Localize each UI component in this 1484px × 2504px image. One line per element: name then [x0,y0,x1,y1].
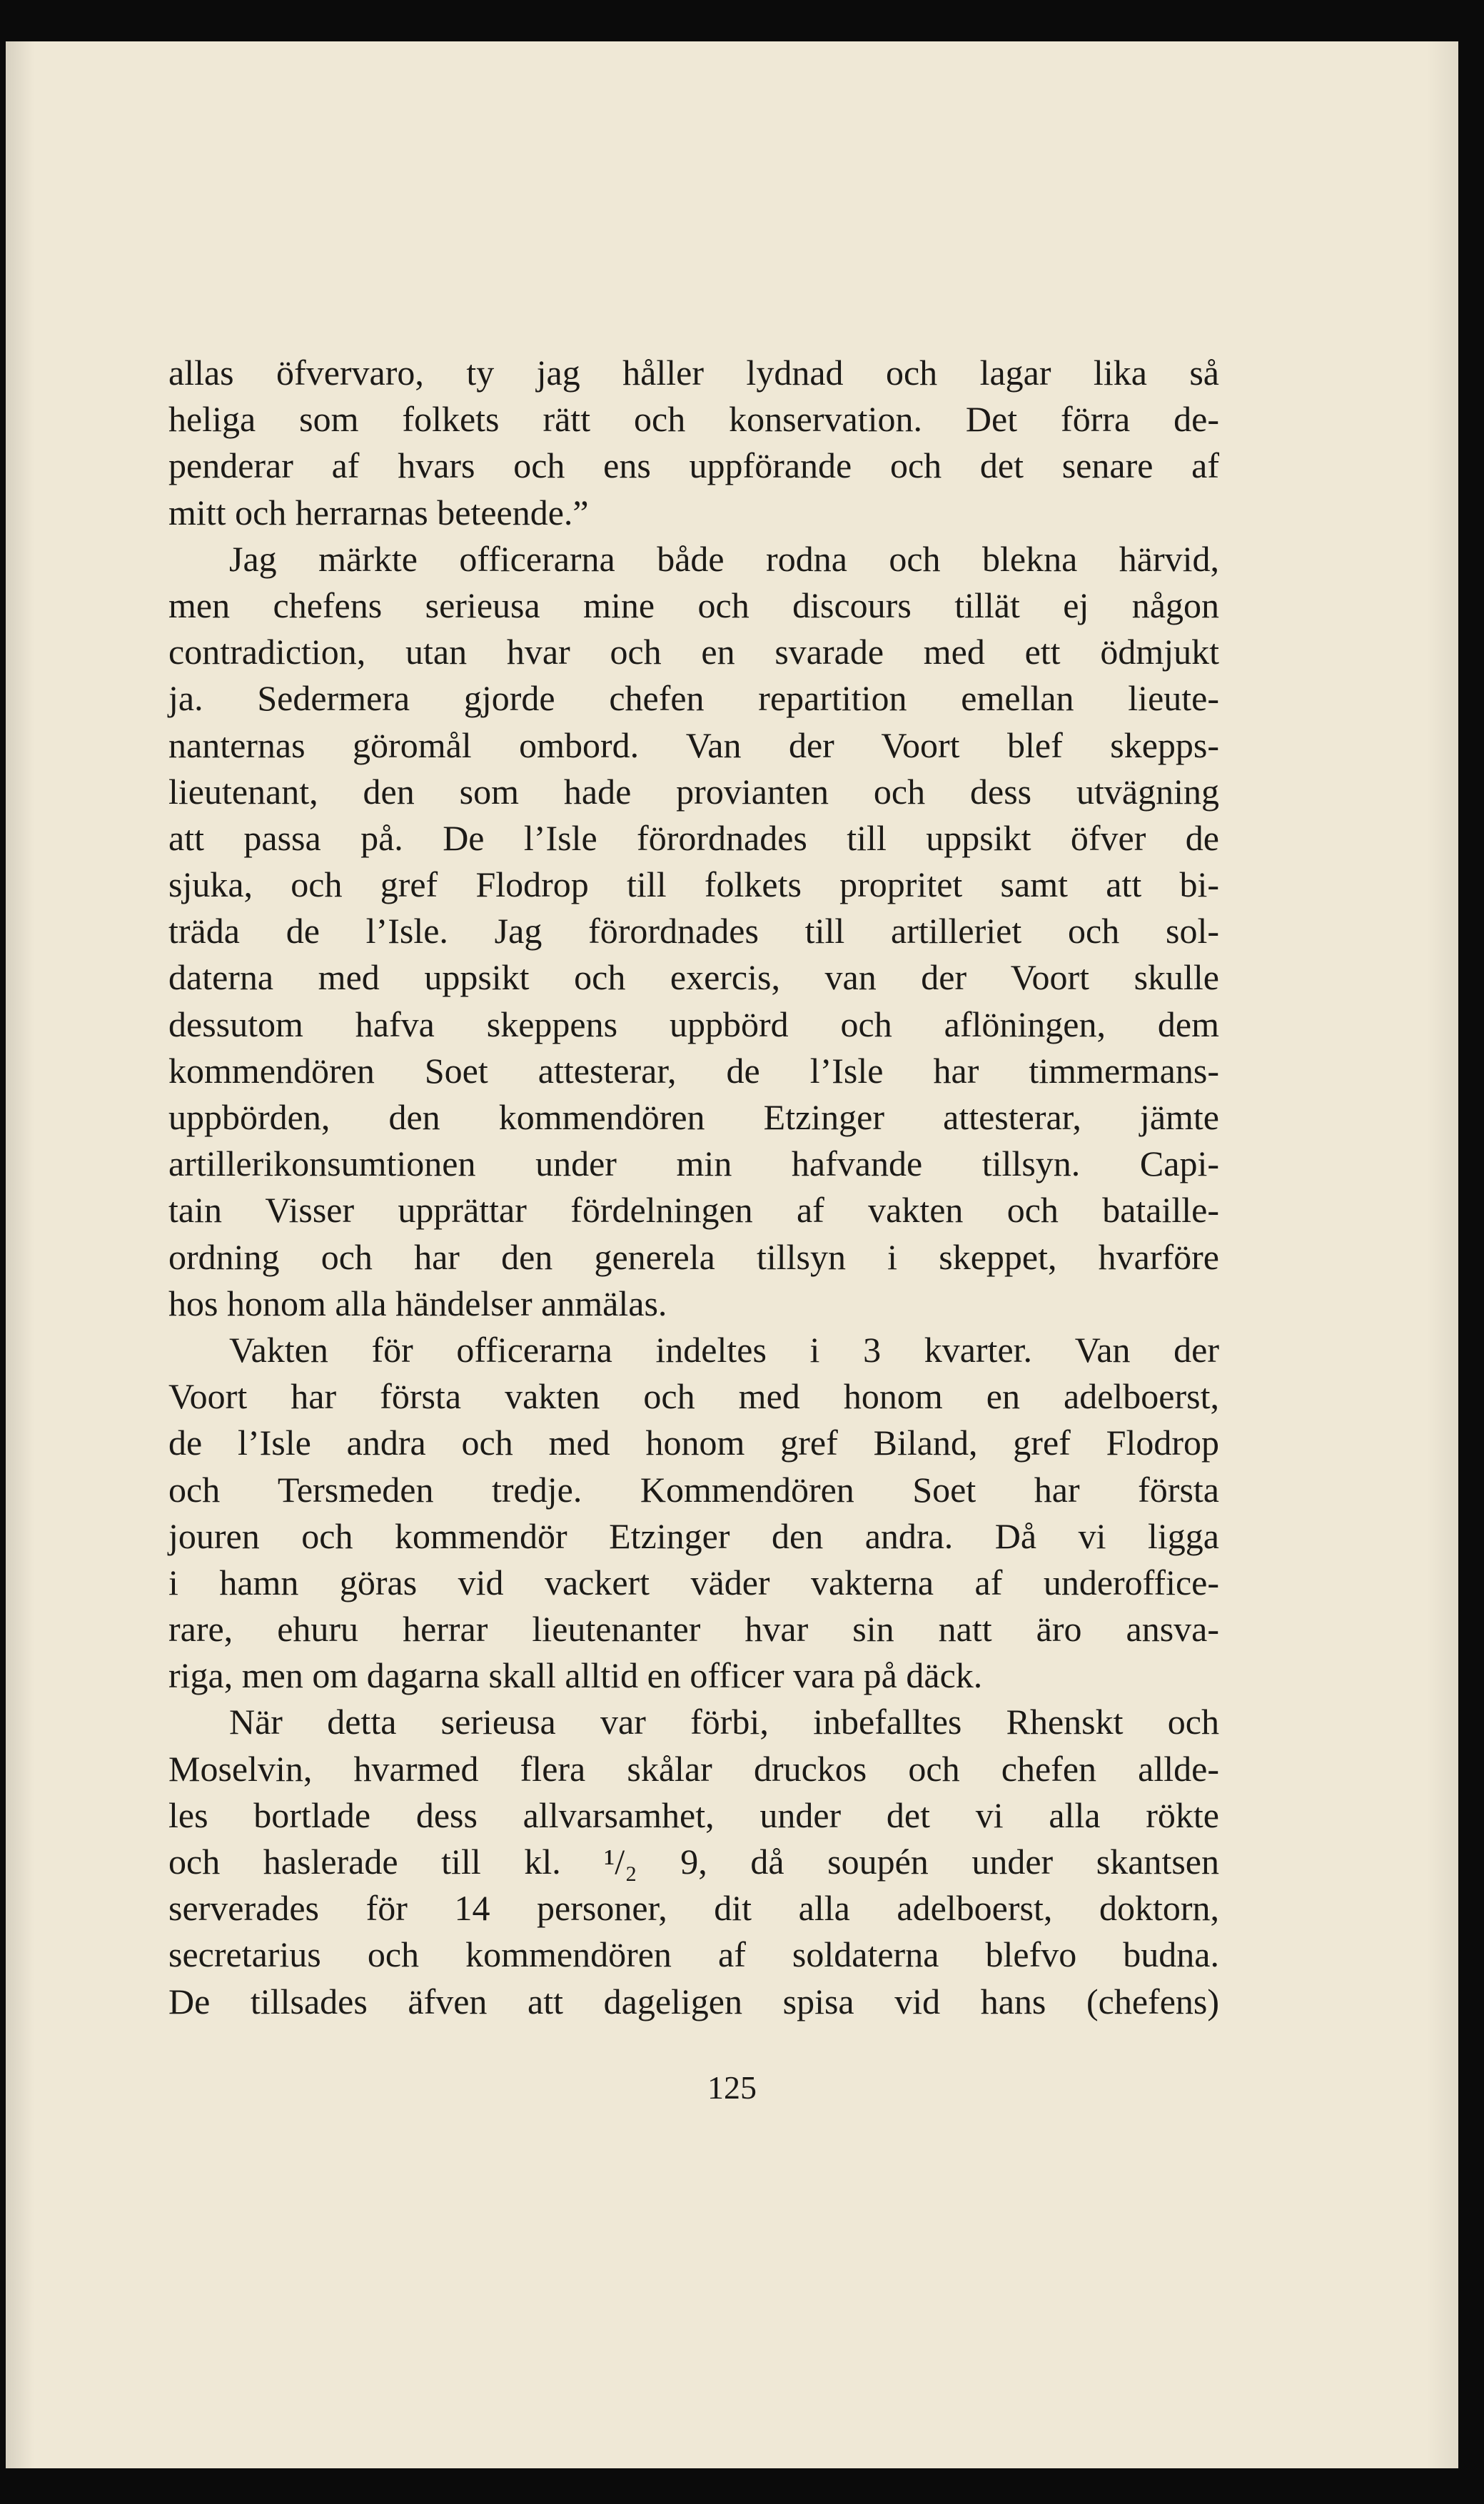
text-line: nanternas göromål ombord. Van der Voort blef skepps- [168,725,1219,765]
text-line: artillerikonsumtionen under min hafvande tillsyn. Capi- [168,1144,1219,1184]
page-number: 125 [707,2069,757,2106]
text-line: uppbörden, den kommendören Etzinger attesterar, jämte [168,1097,1219,1137]
text-line: träda de l’Isle. Jag förordnades till artilleriet och sol- [168,911,1219,951]
text-line: kommendören Soet attesterar, de l’Isle har timmermans- [168,1050,1219,1091]
text-line: serverades för 14 personer, dit alla adelboerst, doktorn, [168,1888,1219,1929]
text-line: de l’Isle andra och med honom gref Biland, gref Flodrop [168,1423,1219,1463]
text-line: men chefens serieusa mine och discours tillät ej någon [168,585,1219,625]
text-line: ordning och har den generela tillsyn i skeppet, hvarföre [168,1236,1219,1277]
text-line: daterna med uppsikt och exercis, van der Voort skulle [168,957,1219,998]
text-line: i hamn göras vid vackert väder vakterna af underoffice- [168,1562,1219,1602]
text-line: les bortlade dess allvarsamhet, under det vi alla rökte [168,1794,1219,1835]
text-line: tain Visser upprättar fördelningen af vakten och bataille- [168,1190,1219,1231]
body-text [168,350,1219,2025]
text-line: hos honom alla händelser anmälas. [168,1283,667,1323]
text-line: Jag märkte officerarna både rodna och blekna härvid, [229,538,1219,579]
text-line: ja. Sedermera gjorde chefen repartition emellan lieute- [168,678,1219,719]
text-line: dessutom hafva skeppens uppbörd och aflöningen, dem [168,1004,1219,1044]
text-line: Moselvin, hvarmed flera skålar druckos och chefen allde- [168,1748,1219,1789]
text-line: contradiction, utan hvar och en svarade med ett ödmjukt [168,632,1219,672]
text-line: lieutenant, den som hade provianten och dess utvägning [168,771,1219,812]
text-line: Voort har första vakten och med honom en adelboerst, [168,1376,1219,1417]
text-line: De tillsades äfven att dageligen spisa vid hans (chefens) [168,1981,1219,2021]
text-line: När detta serieusa var förbi, inbefalltes Rhenskt och [229,1702,1219,1742]
text-line: sjuka, och gref Flodrop till folkets propritet samt att bi- [168,864,1219,905]
text-line: och Tersmeden tredje. Kommendören Soet har första [168,1469,1219,1510]
text-line: penderar af hvars och ens uppförande och det senare af [168,445,1219,486]
page-sheet [6,41,1458,2468]
text-line: mitt och herrarnas beteende.” [168,492,589,532]
text-line: riga, men om dagarna skall alltid en officer vara på däck. [168,1655,983,1696]
text-line: Vakten för officerarna indeltes i 3 kvarter. Van der [229,1329,1219,1370]
text-line: allas öfvervaro, ty jag håller lydnad och lagar lika så [168,353,1219,393]
text-line: och haslerade till kl. ¹/₂ 9, då soupén under skantsen [168,1842,1219,1882]
text-line: rare, ehuru herrar lieutenanter hvar sin natt äro ansva- [168,1609,1219,1650]
text-line: att passa på. De l’Isle förordnades till uppsikt öfver de [168,817,1219,858]
text-line: heliga som folkets rätt och konservation. Det förra de- [168,399,1219,440]
text-line: secretarius och kommendören af soldaterna blefvo budna. [168,1934,1219,1975]
text-line: jouren och kommendör Etzinger den andra. Då vi ligga [168,1515,1219,1556]
